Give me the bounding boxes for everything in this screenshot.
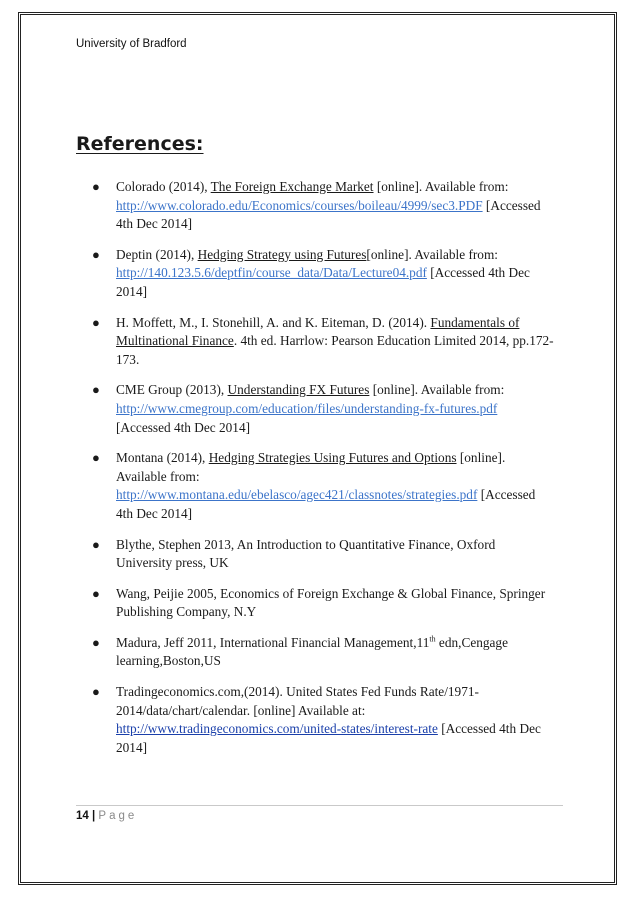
reference-text: [Accessed 4th Dec 2014]: [116, 419, 251, 435]
reference-text: [Accessed 4th Dec 2014]: [116, 265, 530, 299]
reference-title: Fundamentals of Multinational Finance: [116, 314, 520, 349]
footer-separator: |: [88, 810, 99, 822]
reference-text: . 4th ed. Harrlow: Pearson Education Limited 2014, pp.172-173.: [116, 333, 554, 367]
reference-item: [92, 314, 554, 370]
ordinal-superscript: th: [429, 634, 436, 644]
reference-text: Madura, Jeff 2011, International Financial Management,11: [116, 634, 430, 650]
bullet-icon: ●: [92, 536, 100, 552]
reference-text: edn,Cengage learning,Boston,US: [116, 634, 508, 669]
reference-link[interactable]: http://www.colorado.edu/Economics/courses/boileau/4999/sec3.PDF: [116, 197, 483, 213]
reference-title: The Foreign Exchange Market: [210, 179, 374, 194]
reference-text: [Accessed 4th Dec 2014]: [116, 487, 536, 521]
reference-title: Hedging Strategy using Futures: [197, 246, 367, 262]
reference-text: [Accessed 4th Dec 2014]: [116, 197, 541, 232]
reference-item: [92, 585, 554, 622]
page-header: University of Bradford: [76, 38, 187, 50]
references-list: [92, 178, 554, 769]
reference-text: Blythe, Stephen 2013, An Introduction to Quantitative Finance, Oxford University press, UK: [116, 536, 496, 571]
page-label: Page: [98, 810, 138, 822]
page-title: References:: [76, 133, 204, 155]
page-footer: [76, 810, 137, 822]
reference-text: Tradingeconomics.com,(2014). United States Fed Funds Rate/1971-2014/data/chart/calendar. [online] Available at:: [116, 684, 479, 718]
reference-item: [92, 683, 554, 757]
reference-link[interactable]: http://140.123.5.6/deptfin/course_data/Data/Lecture04.pdf: [116, 265, 427, 281]
bullet-icon: ●: [92, 246, 100, 262]
reference-link[interactable]: http://www.tradingeconomics.com/united-states/interest-rate: [116, 721, 438, 737]
reference-title: Understanding FX Futures: [227, 382, 370, 398]
reference-item: [92, 246, 554, 302]
bullet-icon: ●: [92, 314, 100, 330]
reference-item: [92, 381, 554, 437]
reference-item: [92, 634, 554, 671]
reference-text: [Accessed 4th Dec 2014]: [116, 721, 541, 755]
reference-text: [online]. Available from:: [373, 179, 509, 194]
bullet-icon: ●: [92, 382, 100, 398]
reference-item: [92, 536, 554, 573]
reference-text: Wang, Peijie 2005, Economics of Foreign Exchange & Global Finance, Springer Publishing Company, N.Y: [116, 585, 546, 620]
page-number: 14: [76, 810, 89, 822]
footer-divider: [76, 805, 563, 806]
bullet-icon: ●: [92, 585, 100, 601]
reference-item: [92, 449, 554, 523]
reference-text: Colorado (2014),: [116, 179, 211, 194]
reference-text: [online]. Available from:: [116, 450, 506, 484]
reference-link[interactable]: http://www.montana.edu/ebelasco/agec421/classnotes/strategies.pdf: [116, 487, 478, 503]
reference-text: [online]. Available from:: [369, 382, 505, 398]
reference-text: H. Moffett, M., I. Stonehill, A. and K. Eiteman, D. (2014).: [116, 314, 431, 330]
bullet-icon: ●: [92, 684, 100, 700]
reference-text: Montana (2014),: [116, 450, 209, 466]
reference-text: Deptin (2014),: [116, 246, 198, 262]
bullet-icon: ●: [92, 179, 100, 194]
reference-title: Hedging Strategies Using Futures and Options: [208, 450, 457, 466]
reference-item: [92, 178, 554, 234]
bullet-icon: ●: [92, 450, 100, 466]
reference-text: [online]. Available from:: [366, 246, 498, 262]
reference-text: CME Group (2013),: [116, 382, 228, 398]
bullet-icon: ●: [92, 634, 100, 650]
reference-link[interactable]: http://www.cmegroup.com/education/files/understanding-fx-futures.pdf: [116, 400, 498, 416]
